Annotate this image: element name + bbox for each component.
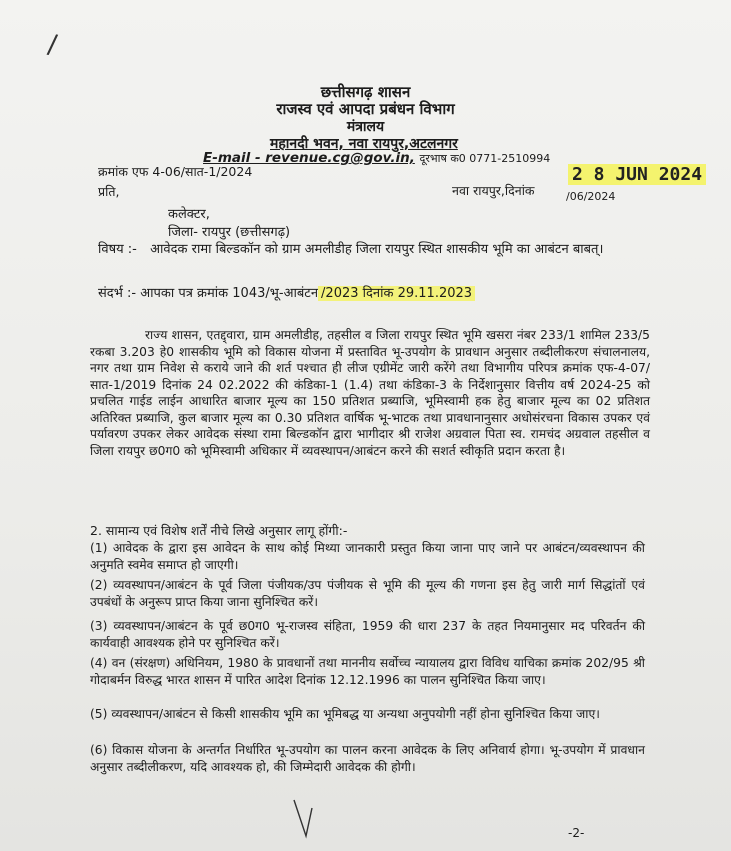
reference-block (98, 283, 475, 301)
prati-label: प्रति, (98, 184, 120, 199)
page-number: -2- (568, 826, 585, 840)
header-address: महानदी भवन, नवा रायपुर,अटलनगर (270, 136, 458, 152)
handwritten-mark: / (45, 29, 59, 61)
date-small: /06/2024 (566, 190, 616, 203)
condition-item: (2) व्यवस्थापन/आबंटन के पूर्व जिला पंजीयक/उप पंजीयक से भूमि की मूल्य की गणना इस हेतु जारी मार्ग सिद्धांतों एवं उपबंधों के अनुरूप प्राप्त किया जाना सुनिश्चित करें। (90, 578, 645, 609)
condition-item: (4) वन (संरक्षण) अधिनियम, 1980 के प्रावधानों तथा माननीय सर्वोच्च न्यायालय द्वारा विविध याचिका क्रमांक 202/95 श्री गोदाबर्मन विरुद्ध भारत शासन में पारित आदेश दिनांक 12.12.1996 का पालन सुनिश्चित किया जाए। (90, 656, 645, 687)
order-number: क्रमांक एफ 4-06/सात-1/2024 (98, 164, 253, 179)
subject-block (98, 240, 638, 259)
header-government: छत्तीसगढ़ शासन (320, 83, 411, 101)
condition-item: (3) व्यवस्थापन/आबंटन के पूर्व छ0ग0 भू-राजस्व संहिता, 1959 की धारा 237 के तहत नियमानुसार मद परिवर्तन की कार्यवाही आवश्यक होने पर सुनिश्चित करें। (90, 619, 645, 650)
signature-scribble (286, 796, 326, 846)
reference-text: आपका पत्र क्रमांक 1043/भू-आबंटन (140, 286, 319, 301)
reference-label: संदर्भ :- (98, 286, 137, 301)
date-stamp: 2 8 JUN 2024 (568, 164, 706, 185)
reference-date: /2023 दिनांक 29.11.2023 (318, 286, 475, 301)
condition-item: (6) विकास योजना के अन्तर्गत निर्धारित भू-उपयोग का पालन करना आवेदक के लिए अनिवार्य होगा। भू-उपयोग में प्रावधान अनुसार तब्दीलीकरण, यदि आवश्यक हो, की जिम्मेदारी आवेदक की होगी। (90, 743, 645, 774)
header-email: E-mail - revenue.cg@gov.in, (203, 150, 415, 166)
header-contact (203, 150, 550, 166)
condition-item: (1) आवेदक के द्वारा इस आवेदन के साथ कोई मिथ्या जानकारी प्रस्तुत किया जाना पाए जाने पर आबंटन/व्यवस्थापन की अनुमति स्वमेव समाप्त हो जाएगी। (90, 541, 645, 572)
header-phone: दूरभाष क0 0771-2510994 (419, 152, 551, 165)
header-secretariat: मंत्रालय (346, 119, 385, 135)
recipient-title: कलेक्टर, (168, 207, 210, 222)
subject-label: विषय :- (98, 242, 137, 257)
body-paragraph: राज्य शासन, एतद्द्वारा, ग्राम अमलीडीह, तहसील व जिला रायपुर स्थित भूमि खसरा नंबर 233/1 शामिल 233/5 रकबा 3.203 हे0 शासकीय भूमि को विकास योजना में प्रस्तावित भू-उपयोग के प्रावधान अनुसार तब्दीलीकरण संचालनालय, नगर तथा ग्राम निवेश से कराये जाने की शर्त पश्चात ही लीज एग्रीमेंट जारी करेंगे तथा विभागीय परिपत्र क्रमांक एफ-4-07/सात-1/2019 दिनांक 24 02.2022 की कंडिका-1 (1.4) तथा कंडिका-3 के निर्देशानुसार वित्तीय वर्ष 2024-25 को प्रचलित गाईड लाईन आधारित बाजार मूल्य का 150 प्रतिशत प्रब्याजि, भूमिस्वामी हक हेतु बाजार मूल्य का 02 प्रतिशत अतिरिक्त प्रब्याजि, कुल बाजार मूल्य का 0.30 प्रतिशत वार्षिक भू-भाटक तथा प्रावधानानुसार अधोसंरचना विकास उपकर एवं पर्यावरण उपकर लेकर आवेदक संस्था रामा बिल्डकॉन द्वारा भागीदार श्री राजेश अग्रवाल पिता स्व. रामचंद अग्रवाल तहसील व जिला रायपुर छ0ग0 को भूमिस्वामी अधिकार में व्यवस्थापन/आबंटन करने की सशर्त स्वीकृति प्रदान करता है। (90, 328, 650, 458)
subject-text: आवेदक रामा बिल्डकॉन को ग्राम अमलीडीह जिला रायपुर स्थित शासकीय भूमि का आबंटन बाबत्। (150, 242, 604, 257)
header-department: राजस्व एवं आपदा प्रबंधन विभाग (276, 100, 455, 118)
recipient-district: जिला- रायपुर (छत्तीसगढ़) (168, 225, 291, 240)
condition-item: (5) व्यवस्थापन/आबंटन से किसी शासकीय भूमि का भूमिबद्ध या अन्यथा अनुपयोगी नहीं होना सुनिश्चित किया जाए। (90, 707, 600, 721)
conditions-heading: 2. सामान्य एवं विशेष शर्तें नीचे लिखे अनुसार लागू होंगी:- (90, 523, 348, 538)
place-date-label: नवा रायपुर,दिनांक (452, 183, 535, 198)
